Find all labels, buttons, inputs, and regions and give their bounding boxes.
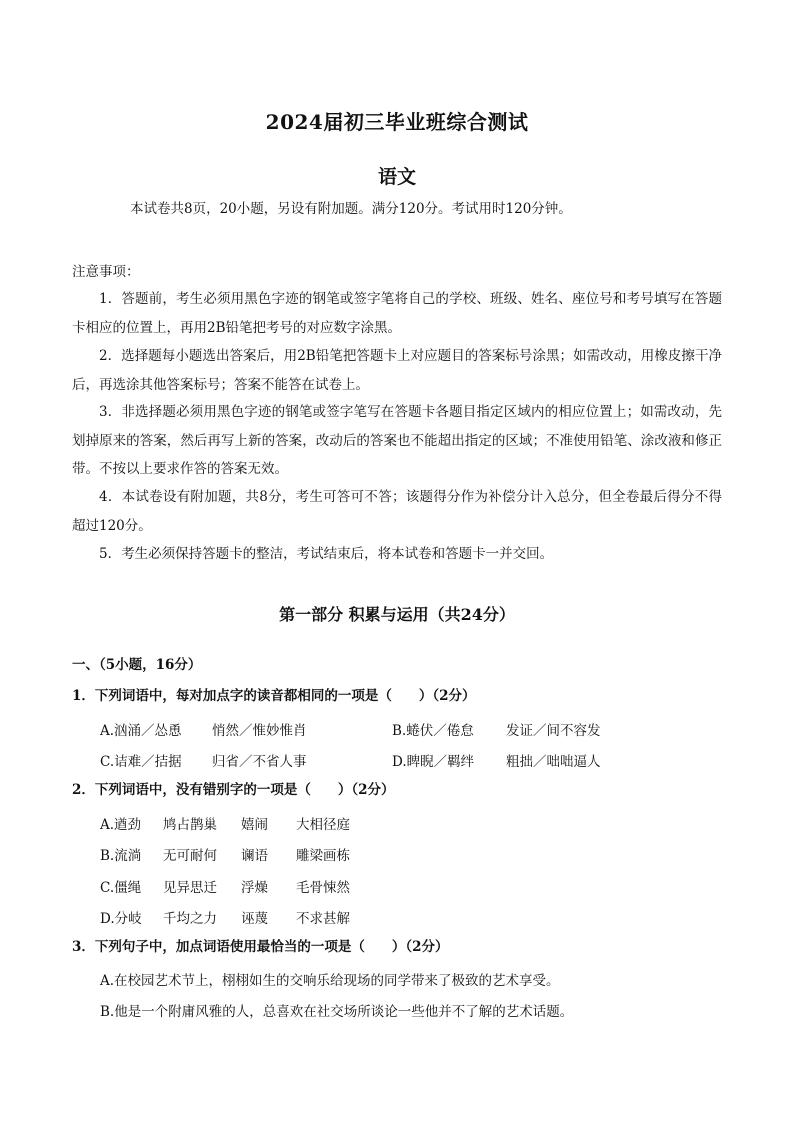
q3-option-a: A.在校园艺术节上，栩栩如生的交响乐给现场的同学带来了极致的艺术享受。 — [100, 973, 560, 989]
notice-item: 2．选择题每小题选出答案后，用2B铅笔把答题卡上对应题目的答案标号涂黑；如需改动，用橡皮擦干净后，再选涂其他答案标号；答案不能答在试卷上。 — [72, 348, 722, 393]
q2-option-a-3: 嬉闹 — [241, 817, 268, 833]
notice-item: 4．本试卷设有附加题，共8分，考生可答可不答；该题得分作为补偿分计入总分，但全卷最后得分不得超过120分。 — [72, 489, 722, 534]
notice-item: 3．非选择题必须用黑色字迹的钢笔或签字笔写在答题卡各题目指定区域内的相应位置上；如需改动，先划掉原来的答案，然后再写上新的答案，改动后的答案也不能超出指定的区域；不准使用铅笔、涂改液和修正带。不按以上要求作答的答案无效。 — [72, 404, 722, 477]
q2-option-d-2: 千均之力 — [163, 911, 217, 927]
q2-option-d-4: 不求甚解 — [296, 911, 350, 927]
q1-option-a-1: A.汹涌／怂恿 — [100, 723, 182, 739]
q1-option-c-1: C.诘难／拮据 — [100, 754, 182, 770]
q1-option-d-2: 粗拙／咄咄逼人 — [506, 754, 601, 770]
exam-info: 本试卷共8页，20小题，另设有附加题。满分120分。考试用时120分钟。 — [130, 201, 572, 217]
part1-title: 第一部分 积累与运用（共24分） — [279, 605, 515, 624]
question-2-stem: 2．下列词语中，没有错别字的一项是（ ）（2分） — [72, 782, 395, 798]
q2-option-c-4: 毛骨悚然 — [296, 880, 350, 896]
q2-option-b-2: 无可耐何 — [163, 848, 217, 864]
q3-option-b: B.他是一个附庸风雅的人，总喜欢在社交场所谈论一些他并不了解的艺术话题。 — [100, 1004, 574, 1020]
q2-option-c-1: C.僵绳 — [100, 880, 142, 896]
q2-option-a-4: 大相径庭 — [296, 817, 350, 833]
question-1-stem: 1．下列词语中，每对加点字的读音都相同的一项是（ ）（2分） — [72, 688, 476, 704]
q1-option-b-2: 发证／间不容发 — [506, 723, 601, 739]
q2-option-d-3: 诬蔑 — [241, 911, 268, 927]
q2-option-a-2: 鸠占鹊巢 — [163, 817, 217, 833]
q2-option-c-3: 浮燥 — [241, 880, 268, 896]
subject-title: 语文 — [377, 166, 416, 188]
q2-option-b-4: 雕梁画栋 — [296, 848, 350, 864]
q2-option-d-1: D.分岐 — [100, 911, 142, 927]
notice-item: 1．答题前，考生必须用黑色字迹的钢笔或签字笔将自己的学校、班级、姓名、座位号和考号填写在答题卡相应的位置上，再用2B铅笔把考号的对应数字涂黑。 — [72, 291, 722, 336]
section-heading: 一、（5小题，16分） — [72, 657, 202, 673]
q1-option-b-1: B.蜷伏／倦怠 — [392, 723, 474, 739]
q2-option-b-3: 谰语 — [241, 848, 268, 864]
question-3-stem: 3．下列句子中，加点词语使用最恰当的一项是（ ）（2分） — [72, 939, 449, 955]
notice-heading: 注意事项： — [72, 264, 140, 280]
q1-option-c-2: 归省／不省人事 — [212, 754, 307, 770]
q2-option-a-1: A.遒劲 — [100, 817, 142, 833]
notice-item: 5．考生必须保持答题卡的整洁，考试结束后，将本试卷和答题卡一并交回。 — [99, 546, 554, 562]
q2-option-c-2: 见异思迁 — [163, 880, 217, 896]
q1-option-d-1: D.睥睨／羁绊 — [392, 754, 475, 770]
exam-title: 2024届初三毕业班综合测试 — [265, 110, 529, 134]
q2-option-b-1: B.流淌 — [100, 848, 142, 864]
q1-option-a-2: 悄然／惟妙惟肖 — [212, 723, 307, 739]
